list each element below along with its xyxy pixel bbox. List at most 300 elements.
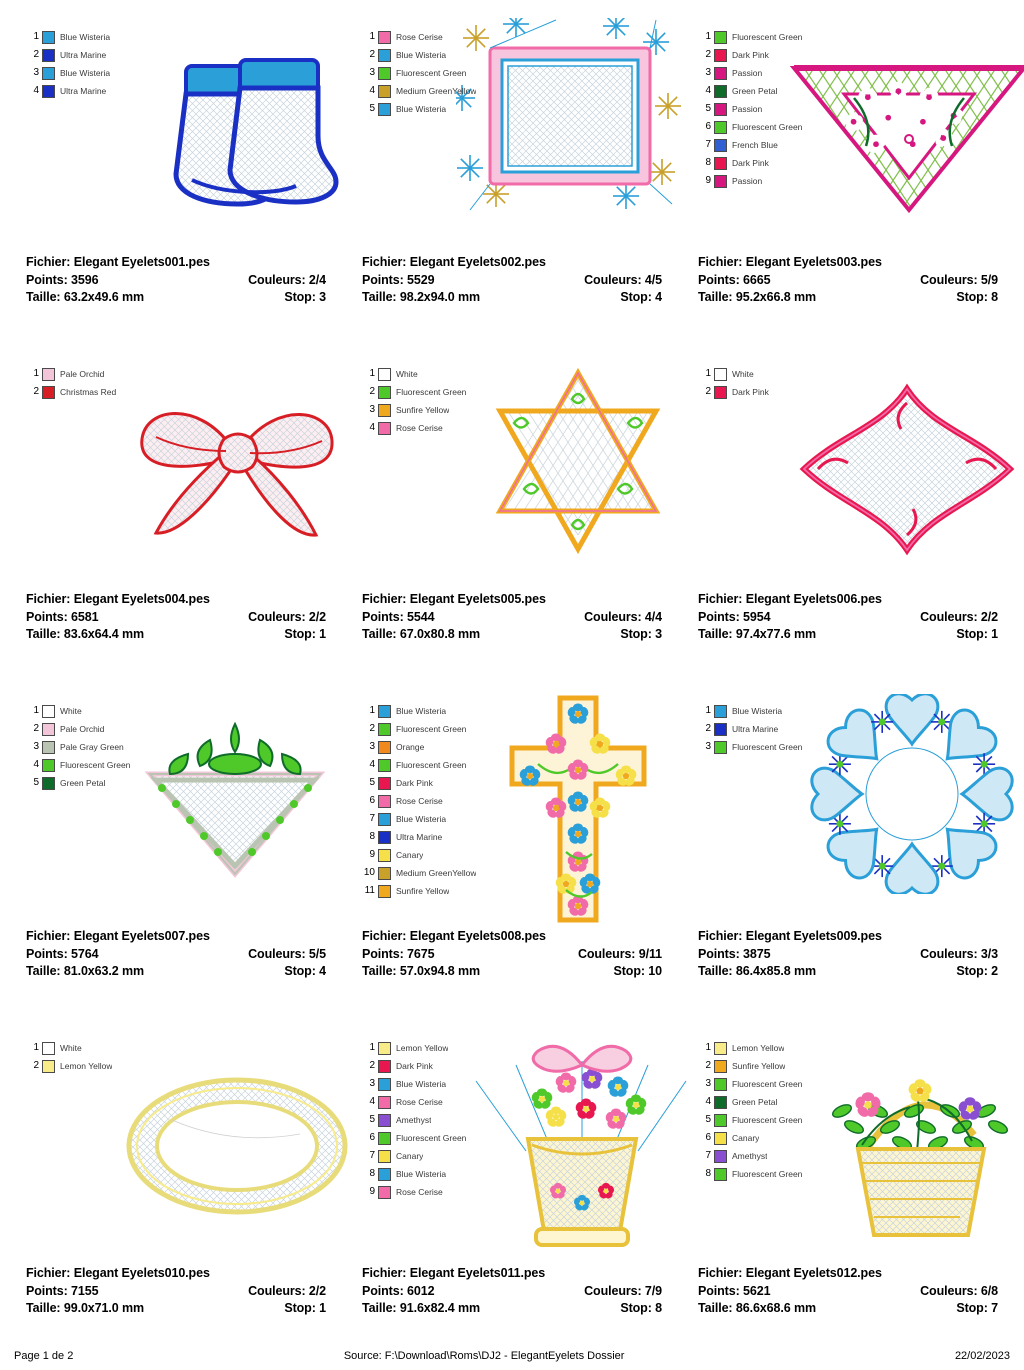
thread-color-name: Passion	[732, 176, 763, 186]
thread-color-name: Ultra Marine	[396, 832, 443, 842]
page-footer	[0, 1350, 1024, 1362]
thread-index: 7	[705, 1150, 711, 1161]
thread-index: 2	[705, 723, 711, 734]
thread-color-swatch	[378, 813, 391, 826]
thread-legend-row	[362, 1129, 494, 1147]
thread-index: 3	[369, 1078, 375, 1089]
thread-index: 1	[33, 31, 39, 42]
thread-index: 3	[33, 67, 39, 78]
thread-legend-row	[26, 1039, 158, 1057]
thread-index: 2	[33, 49, 39, 60]
design-colors: Couleurs: 5/5	[248, 947, 326, 961]
thread-index: 3	[33, 741, 39, 752]
thread-legend-row	[362, 828, 494, 846]
design-cell	[12, 684, 340, 1021]
thread-legend-row	[698, 720, 830, 738]
thread-legend-row	[698, 172, 830, 190]
thread-index: 5	[705, 1114, 711, 1125]
design-filename: Fichier: Elegant Eyelets006.pes	[698, 592, 882, 606]
design-info	[12, 255, 340, 306]
design-size: Taille: 99.0x71.0 mm	[26, 1301, 144, 1315]
thread-color-swatch	[714, 139, 727, 152]
embroidery-artwork	[468, 365, 688, 560]
thread-color-swatch	[378, 31, 391, 44]
thread-color-name: Blue Wisteria	[396, 104, 447, 114]
design-size: Taille: 91.6x82.4 mm	[362, 1301, 480, 1315]
design-size: Taille: 97.4x77.6 mm	[698, 627, 816, 641]
design-points: Points: 6012	[362, 1284, 435, 1298]
thread-index: 4	[33, 759, 39, 770]
design-info	[348, 255, 676, 306]
thread-color-swatch	[42, 777, 55, 790]
thread-legend-row	[26, 365, 158, 383]
thread-color-name: Rose Cerise	[396, 423, 443, 433]
thread-color-name: Green Petal	[732, 86, 778, 96]
thread-index: 5	[369, 1114, 375, 1125]
thread-index: 6	[705, 121, 711, 132]
thread-color-swatch	[714, 1132, 727, 1145]
thread-color-swatch	[714, 705, 727, 718]
design-stop: Stop: 4	[620, 290, 662, 304]
thread-legend-row	[362, 1183, 494, 1201]
thread-index: 9	[705, 175, 711, 186]
thread-color-swatch	[714, 1078, 727, 1091]
design-size: Taille: 98.2x94.0 mm	[362, 290, 480, 304]
thread-index: 8	[705, 1168, 711, 1179]
thread-legend-row	[362, 756, 494, 774]
thread-color-swatch	[714, 1150, 727, 1163]
thread-color-name: Green Petal	[732, 1097, 778, 1107]
design-stop: Stop: 8	[956, 290, 998, 304]
design-stop: Stop: 4	[284, 964, 326, 978]
thread-index: 8	[369, 831, 375, 842]
design-points: Points: 3875	[698, 947, 771, 961]
design-filename: Fichier: Elegant Eyelets005.pes	[362, 592, 546, 606]
design-points: Points: 7675	[362, 947, 435, 961]
thread-index: 2	[705, 49, 711, 60]
thread-color-name: Fluorescent Green	[732, 122, 803, 132]
design-colors: Couleurs: 4/4	[584, 610, 662, 624]
thread-color-swatch	[378, 759, 391, 772]
thread-index: 1	[705, 1042, 711, 1053]
embroidery-artwork	[130, 20, 370, 220]
thread-index: 5	[369, 103, 375, 114]
thread-index: 1	[369, 368, 375, 379]
design-info	[684, 592, 1012, 643]
design-info	[12, 592, 340, 643]
thread-color-swatch	[714, 386, 727, 399]
thread-legend-row	[362, 720, 494, 738]
thread-color-name: White	[396, 369, 418, 379]
thread-color-name: Dark Pink	[396, 1061, 433, 1071]
embroidery-artwork	[792, 377, 1022, 562]
thread-legend-row	[362, 810, 494, 828]
thread-legend-row	[698, 702, 830, 720]
thread-color-swatch	[714, 368, 727, 381]
thread-color-name: Fluorescent Green	[732, 1169, 803, 1179]
thread-color-swatch	[378, 103, 391, 116]
thread-color-legend	[26, 702, 158, 792]
thread-legend-row	[698, 1147, 830, 1165]
thread-legend-row	[698, 136, 830, 154]
thread-legend-row	[26, 738, 158, 756]
thread-color-name: Fluorescent Green	[396, 387, 467, 397]
design-filename: Fichier: Elegant Eyelets007.pes	[26, 929, 210, 943]
thread-color-swatch	[42, 759, 55, 772]
thread-color-swatch	[378, 404, 391, 417]
thread-index: 4	[705, 1096, 711, 1107]
thread-index: 4	[369, 1096, 375, 1107]
thread-color-name: Fluorescent Green	[396, 68, 467, 78]
thread-color-legend	[362, 702, 494, 900]
design-colors: Couleurs: 7/9	[584, 1284, 662, 1298]
design-info	[684, 255, 1012, 306]
thread-index: 3	[705, 67, 711, 78]
thread-index: 11	[364, 885, 375, 896]
design-area	[348, 10, 676, 255]
design-size: Taille: 63.2x49.6 mm	[26, 290, 144, 304]
thread-color-swatch	[378, 422, 391, 435]
design-info	[348, 929, 676, 980]
thread-color-name: Ultra Marine	[732, 724, 779, 734]
thread-color-swatch	[378, 849, 391, 862]
thread-color-swatch	[378, 1150, 391, 1163]
design-area	[348, 1021, 676, 1266]
thread-legend-row	[26, 64, 158, 82]
design-filename: Fichier: Elegant Eyelets009.pes	[698, 929, 882, 943]
design-colors: Couleurs: 2/2	[920, 610, 998, 624]
thread-legend-row	[26, 720, 158, 738]
thread-color-name: Dark Pink	[732, 158, 769, 168]
thread-legend-row	[26, 774, 158, 792]
design-filename: Fichier: Elegant Eyelets004.pes	[26, 592, 210, 606]
design-filename: Fichier: Elegant Eyelets008.pes	[362, 929, 546, 943]
thread-color-swatch	[378, 1096, 391, 1109]
thread-index: 1	[705, 705, 711, 716]
thread-legend-row	[698, 118, 830, 136]
thread-legend-row	[362, 419, 494, 437]
design-colors: Couleurs: 3/3	[920, 947, 998, 961]
design-stop: Stop: 1	[284, 627, 326, 641]
thread-color-name: Blue Wisteria	[60, 32, 111, 42]
thread-legend-row	[698, 28, 830, 46]
thread-legend-row	[362, 846, 494, 864]
thread-legend-row	[698, 100, 830, 118]
thread-color-name: Medium GreenYellow	[396, 86, 477, 96]
design-cell	[12, 1021, 340, 1358]
thread-color-swatch	[378, 867, 391, 880]
thread-color-legend	[362, 28, 494, 118]
thread-index: 2	[705, 1060, 711, 1071]
thread-color-swatch	[714, 67, 727, 80]
thread-legend-row	[26, 1057, 158, 1075]
design-area	[684, 684, 1012, 929]
thread-color-swatch	[42, 723, 55, 736]
design-points: Points: 6581	[26, 610, 99, 624]
thread-color-name: Fluorescent Green	[732, 32, 803, 42]
thread-index: 5	[369, 777, 375, 788]
thread-color-name: Fluorescent Green	[732, 742, 803, 752]
embroidery-artwork	[802, 694, 1022, 894]
design-size: Taille: 86.6x68.6 mm	[698, 1301, 816, 1315]
thread-legend-row	[698, 82, 830, 100]
thread-color-swatch	[714, 103, 727, 116]
thread-color-name: Dark Pink	[396, 778, 433, 788]
thread-color-swatch	[714, 175, 727, 188]
thread-color-swatch	[378, 49, 391, 62]
thread-legend-row	[362, 365, 494, 383]
design-filename: Fichier: Elegant Eyelets011.pes	[362, 1266, 546, 1280]
thread-index: 8	[369, 1168, 375, 1179]
thread-index: 2	[33, 1060, 39, 1071]
thread-color-swatch	[378, 1186, 391, 1199]
thread-color-name: Amethyst	[396, 1115, 432, 1125]
thread-legend-row	[698, 154, 830, 172]
design-colors: Couleurs: 4/5	[584, 273, 662, 287]
thread-index: 1	[369, 1042, 375, 1053]
thread-legend-row	[362, 401, 494, 419]
design-size: Taille: 83.6x64.4 mm	[26, 627, 144, 641]
design-cell	[12, 347, 340, 684]
design-info	[348, 592, 676, 643]
thread-color-name: Amethyst	[732, 1151, 768, 1161]
thread-color-swatch	[378, 1168, 391, 1181]
thread-color-swatch	[378, 741, 391, 754]
design-info	[12, 929, 340, 980]
thread-color-swatch	[42, 1042, 55, 1055]
thread-index: 2	[33, 723, 39, 734]
thread-color-swatch	[378, 1060, 391, 1073]
thread-index: 4	[369, 759, 375, 770]
thread-index: 7	[369, 1150, 375, 1161]
thread-color-swatch	[714, 723, 727, 736]
thread-color-legend	[362, 1039, 494, 1201]
thread-color-name: Pale Orchid	[60, 724, 105, 734]
thread-legend-row	[362, 1147, 494, 1165]
thread-color-name: Lemon Yellow	[732, 1043, 785, 1053]
thread-color-name: Blue Wisteria	[396, 1079, 447, 1089]
design-cell	[348, 10, 676, 347]
thread-color-name: Fluorescent Green	[396, 1133, 467, 1143]
thread-legend-row	[362, 702, 494, 720]
thread-legend-row	[362, 1165, 494, 1183]
thread-color-swatch	[378, 885, 391, 898]
design-cell	[684, 1021, 1012, 1358]
thread-index: 4	[369, 422, 375, 433]
thread-legend-row	[26, 28, 158, 46]
thread-legend-row	[698, 1129, 830, 1147]
thread-color-legend	[26, 28, 158, 100]
thread-color-name: White	[60, 1043, 82, 1053]
footer-source: Source: F:\Download\Roms\DJ2 - ElegantEyelets Dossier	[343, 1350, 625, 1362]
thread-index: 4	[369, 85, 375, 96]
thread-legend-row	[362, 46, 494, 64]
design-cell	[684, 684, 1012, 1021]
thread-legend-row	[362, 28, 494, 46]
thread-color-legend	[698, 1039, 830, 1183]
design-size: Taille: 57.0x94.8 mm	[362, 964, 480, 978]
thread-legend-row	[26, 702, 158, 720]
thread-index: 1	[33, 368, 39, 379]
thread-index: 9	[369, 1186, 375, 1197]
thread-color-name: Blue Wisteria	[732, 706, 783, 716]
thread-color-name: Christmas Red	[60, 387, 117, 397]
thread-color-name: Fluorescent Green	[396, 724, 467, 734]
thread-legend-row	[698, 1093, 830, 1111]
thread-color-swatch	[378, 67, 391, 80]
design-size: Taille: 67.0x80.8 mm	[362, 627, 480, 641]
thread-index: 7	[705, 139, 711, 150]
thread-color-legend	[698, 365, 830, 401]
thread-color-name: Lemon Yellow	[60, 1061, 113, 1071]
design-points: Points: 7155	[26, 1284, 99, 1298]
design-size: Taille: 86.4x85.8 mm	[698, 964, 816, 978]
thread-color-name: Canary	[396, 1151, 424, 1161]
thread-color-swatch	[378, 1114, 391, 1127]
thread-index: 9	[369, 849, 375, 860]
thread-color-name: Pale Gray Green	[60, 742, 124, 752]
design-area	[348, 684, 676, 929]
thread-color-swatch	[714, 1096, 727, 1109]
thread-color-name: Canary	[396, 850, 424, 860]
footer-page: Page 1 de 2	[14, 1350, 74, 1362]
design-cell	[348, 1021, 676, 1358]
thread-legend-row	[362, 1075, 494, 1093]
thread-legend-row	[362, 1111, 494, 1129]
thread-index: 5	[33, 777, 39, 788]
thread-color-swatch	[714, 1114, 727, 1127]
design-cell	[684, 10, 1012, 347]
thread-index: 4	[705, 85, 711, 96]
design-stop: Stop: 3	[284, 290, 326, 304]
thread-color-swatch	[378, 723, 391, 736]
thread-legend-row	[362, 383, 494, 401]
thread-index: 2	[369, 49, 375, 60]
thread-index: 8	[705, 157, 711, 168]
thread-index: 4	[33, 85, 39, 96]
thread-color-swatch	[378, 831, 391, 844]
thread-color-swatch	[714, 1168, 727, 1181]
footer-date: 22/02/2023	[954, 1350, 1010, 1362]
design-filename: Fichier: Elegant Eyelets002.pes	[362, 255, 546, 269]
thread-index: 3	[369, 741, 375, 752]
thread-color-name: Blue Wisteria	[396, 814, 447, 824]
design-area	[12, 1021, 340, 1266]
thread-legend-row	[698, 383, 830, 401]
thread-index: 2	[369, 1060, 375, 1071]
thread-index: 1	[369, 705, 375, 716]
thread-color-name: Ultra Marine	[60, 86, 107, 96]
thread-index: 7	[369, 813, 375, 824]
thread-legend-row	[698, 738, 830, 756]
design-area	[684, 1021, 1012, 1266]
design-info	[348, 1266, 676, 1317]
thread-color-swatch	[378, 1132, 391, 1145]
thread-legend-row	[698, 64, 830, 82]
thread-color-name: Rose Cerise	[396, 32, 443, 42]
thread-color-swatch	[714, 741, 727, 754]
embroidery-artwork	[802, 1041, 1024, 1251]
thread-index: 3	[705, 741, 711, 752]
thread-color-name: Blue Wisteria	[396, 706, 447, 716]
embroidery-artwork	[478, 684, 678, 934]
thread-color-name: Canary	[732, 1133, 760, 1143]
thread-color-name: Rose Cerise	[396, 1097, 443, 1107]
design-points: Points: 3596	[26, 273, 99, 287]
thread-legend-row	[362, 792, 494, 810]
design-stop: Stop: 1	[284, 1301, 326, 1315]
thread-legend-row	[698, 1111, 830, 1129]
thread-color-swatch	[714, 85, 727, 98]
thread-index: 3	[705, 1078, 711, 1089]
design-colors: Couleurs: 2/4	[248, 273, 326, 287]
thread-index: 1	[705, 368, 711, 379]
thread-index: 5	[705, 103, 711, 114]
thread-color-swatch	[714, 1060, 727, 1073]
thread-index: 1	[705, 31, 711, 42]
thread-index: 2	[369, 723, 375, 734]
thread-index: 2	[705, 386, 711, 397]
thread-color-legend	[698, 702, 830, 756]
thread-color-swatch	[378, 705, 391, 718]
design-area	[684, 10, 1012, 255]
thread-color-name: Lemon Yellow	[396, 1043, 449, 1053]
design-cell	[684, 347, 1012, 684]
thread-legend-row	[362, 738, 494, 756]
thread-color-name: White	[732, 369, 754, 379]
thread-color-swatch	[378, 1042, 391, 1055]
design-points: Points: 6665	[698, 273, 771, 287]
thread-color-swatch	[42, 1060, 55, 1073]
thread-color-swatch	[42, 386, 55, 399]
design-stop: Stop: 2	[956, 964, 998, 978]
thread-color-swatch	[714, 1042, 727, 1055]
thread-color-name: Dark Pink	[732, 387, 769, 397]
design-info	[684, 929, 1012, 980]
thread-color-name: Medium GreenYellow	[396, 868, 477, 878]
design-colors: Couleurs: 5/9	[920, 273, 998, 287]
thread-index: 1	[33, 705, 39, 716]
design-cell	[348, 347, 676, 684]
thread-index: 6	[705, 1132, 711, 1143]
thread-color-swatch	[42, 49, 55, 62]
thread-color-legend	[26, 1039, 158, 1075]
design-points: Points: 5954	[698, 610, 771, 624]
thread-index: 1	[369, 31, 375, 42]
design-points: Points: 5544	[362, 610, 435, 624]
thread-index: 1	[33, 1042, 39, 1053]
thread-color-legend	[362, 365, 494, 437]
thread-color-swatch	[378, 777, 391, 790]
thread-index: 3	[369, 404, 375, 415]
design-stop: Stop: 8	[620, 1301, 662, 1315]
thread-index: 2	[33, 386, 39, 397]
thread-legend-row	[362, 82, 494, 100]
design-points: Points: 5764	[26, 947, 99, 961]
design-info	[684, 1266, 1012, 1317]
thread-color-name: French Blue	[732, 140, 778, 150]
thread-color-swatch	[714, 31, 727, 44]
embroidery-artwork	[466, 1021, 696, 1271]
design-area	[12, 347, 340, 592]
design-cell	[12, 10, 340, 347]
thread-color-name: Blue Wisteria	[396, 1169, 447, 1179]
thread-legend-row	[26, 383, 158, 401]
thread-legend-row	[698, 1075, 830, 1093]
thread-color-name: Sunfire Yellow	[732, 1061, 786, 1071]
thread-color-swatch	[42, 31, 55, 44]
design-stop: Stop: 3	[620, 627, 662, 641]
